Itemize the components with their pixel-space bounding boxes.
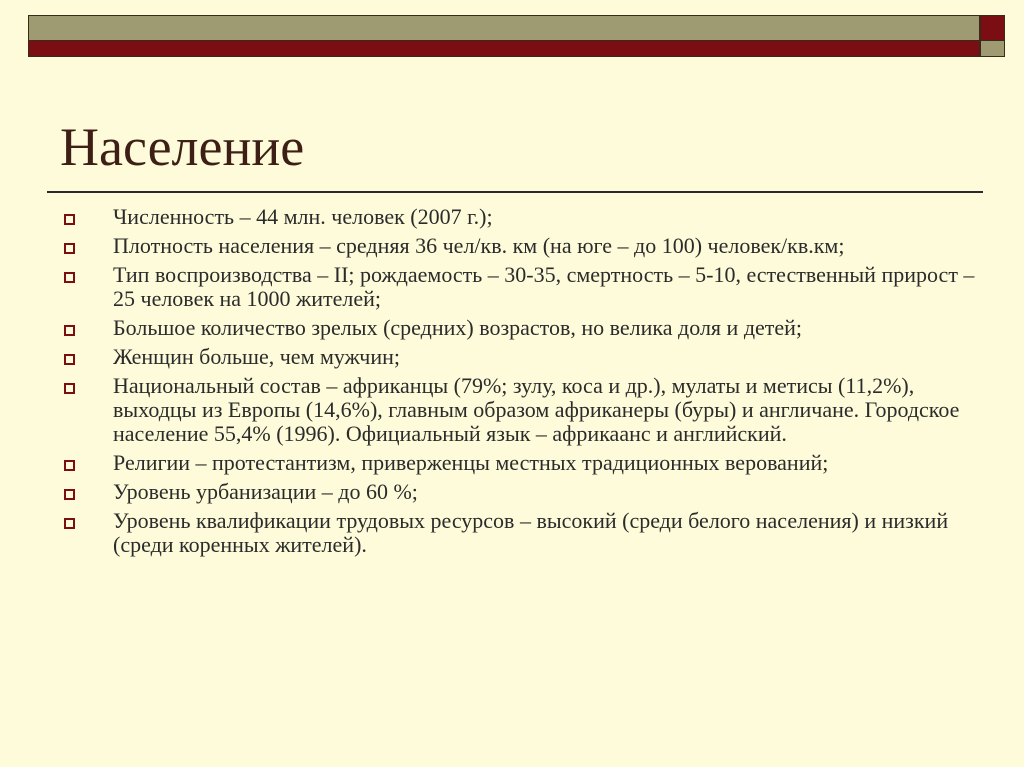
hollow-square-icon	[64, 460, 75, 471]
bullet-text: Численность – 44 млн. человек (2007 г.);	[113, 204, 493, 229]
title-divider	[47, 191, 983, 193]
bullet-item	[60, 205, 980, 229]
header-band-maroon	[28, 40, 980, 57]
bullet-item	[60, 234, 980, 258]
bullet-text: Большое количество зрелых (средних) возрастов, но велика доля и детей;	[113, 315, 803, 340]
bullet-text: Тип воспроизводства – II; рождаемость – 30-35, смертность – 5-10, естественный прирост – 25 человек на 1000 жителей;	[113, 262, 975, 311]
bullet-text: Религии – протестантизм, приверженцы местных традиционных верований;	[113, 450, 829, 475]
bullet-item	[60, 263, 980, 311]
slide-title: Население	[60, 117, 305, 177]
hollow-square-icon	[64, 243, 75, 254]
hollow-square-icon	[64, 489, 75, 500]
hollow-square-icon	[64, 325, 75, 336]
bullet-item	[60, 480, 980, 504]
bullet-item	[60, 451, 980, 475]
header-square-maroon	[980, 15, 1005, 41]
hollow-square-icon	[64, 214, 75, 225]
bullet-text: Уровень квалификации трудовых ресурсов – высокий (среди белого населения) и низкий (среди коренных жителей).	[113, 508, 949, 557]
hollow-square-icon	[64, 272, 75, 283]
bullet-item	[60, 509, 980, 557]
bullet-text: Плотность населения – средняя 36 чел/кв. км (на юге – до 100) человек/кв.км;	[113, 233, 845, 258]
bullet-list	[60, 205, 980, 562]
bullet-text: Уровень урбанизации – до 60 %;	[113, 479, 418, 504]
bullet-item	[60, 374, 980, 446]
header-band-olive	[28, 15, 980, 41]
hollow-square-icon	[64, 354, 75, 365]
bullet-item	[60, 345, 980, 369]
bullet-item	[60, 316, 980, 340]
hollow-square-icon	[64, 518, 75, 529]
hollow-square-icon	[64, 383, 75, 394]
bullet-text: Национальный состав – африканцы (79%; зулу, коса и др.), мулаты и метисы (11,2%), выходцы из Европы (14,6%), главным образом африканеры (буры) и англичане. Городское население 55,4% (1996). Официальный язык – африкаанс и английский.	[113, 373, 960, 446]
header-square-olive	[980, 40, 1005, 57]
bullet-text: Женщин больше, чем мужчин;	[113, 344, 400, 369]
